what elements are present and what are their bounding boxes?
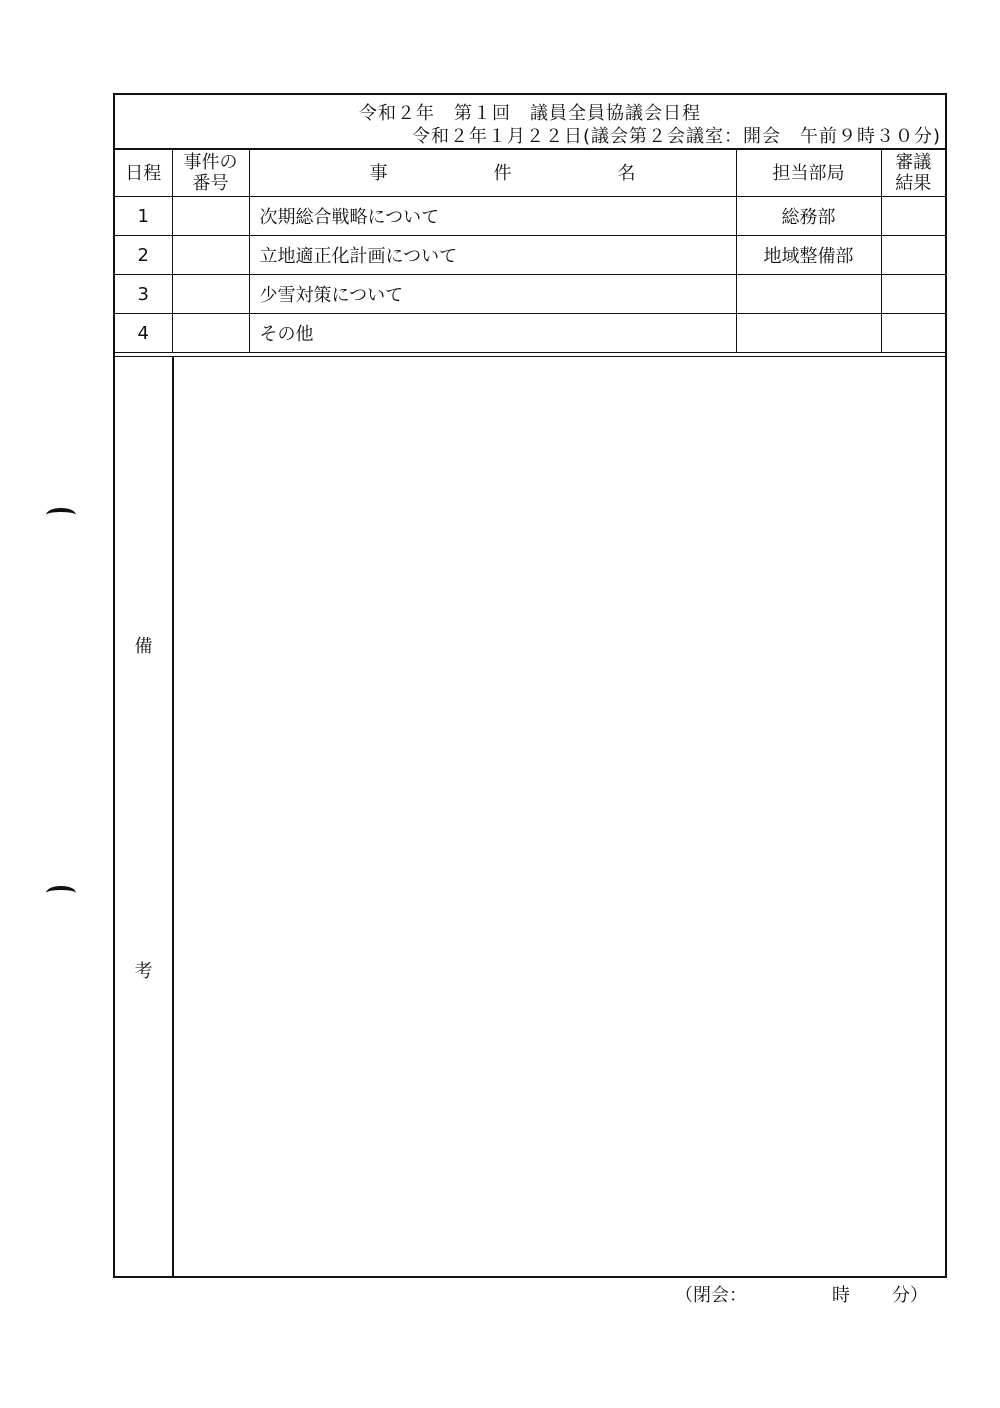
row-result (881, 275, 945, 314)
remarks-label-char: 考 (134, 961, 153, 982)
header-result-line1: 審議 (895, 152, 932, 173)
header-department: 担当部局 (736, 150, 881, 197)
header-case-name-char: 名 (617, 162, 636, 184)
table-row (115, 314, 945, 353)
closing-hour-label: 時 (832, 1285, 850, 1306)
row-department: 地域整備部 (736, 236, 881, 275)
row-case-name: 次期総合戦略について (249, 197, 736, 236)
row-schedule-number: 4 (115, 314, 172, 353)
table-row (115, 275, 945, 314)
closing-minute-label: 分） (892, 1285, 928, 1306)
row-result (881, 197, 945, 236)
header-result-line2: 結果 (895, 173, 932, 194)
row-schedule-number: 1 (115, 197, 172, 236)
header-case-number (172, 150, 249, 197)
row-case-number (172, 314, 249, 353)
punch-hole-mark (46, 508, 76, 522)
row-department (736, 314, 881, 353)
table-row (115, 236, 945, 275)
row-schedule-number: 3 (115, 275, 172, 314)
document-title: 令和２年 第１回 議員全員協議会日程 (359, 103, 701, 124)
agenda-frame (113, 93, 947, 1278)
row-schedule-number: 2 (115, 236, 172, 275)
remarks-label-char: 備 (134, 636, 153, 657)
table-header-row (115, 150, 945, 197)
row-department: 総務部 (736, 197, 881, 236)
meeting-date-location: 令和２年１月２２日(議会第２会議室：開会 午前９時３０分) (411, 126, 941, 147)
table-row (115, 197, 945, 236)
remarks-label-column (115, 357, 174, 1276)
row-department (736, 275, 881, 314)
header-result (881, 150, 945, 197)
header-case-number-line2: 番号 (192, 173, 229, 194)
row-case-name: 少雪対策について (249, 275, 736, 314)
row-case-number (172, 197, 249, 236)
punch-hole-mark (46, 886, 76, 900)
header-case-name-char: 件 (493, 162, 512, 184)
row-case-name: 立地適正化計画について (249, 236, 736, 275)
row-case-number (172, 236, 249, 275)
closing-time-line (675, 1281, 928, 1307)
row-result (881, 314, 945, 353)
agenda-table (115, 150, 945, 353)
header-case-name-char: 事 (369, 162, 388, 184)
header-case-name (249, 150, 736, 197)
header-schedule: 日程 (115, 150, 172, 197)
row-case-number (172, 275, 249, 314)
header-case-number-line1: 事件の (183, 152, 238, 173)
row-result (881, 236, 945, 275)
title-block (115, 95, 945, 150)
remarks-section (115, 356, 945, 1276)
closing-label: （閉会： (675, 1285, 747, 1306)
row-case-name: その他 (249, 314, 736, 353)
